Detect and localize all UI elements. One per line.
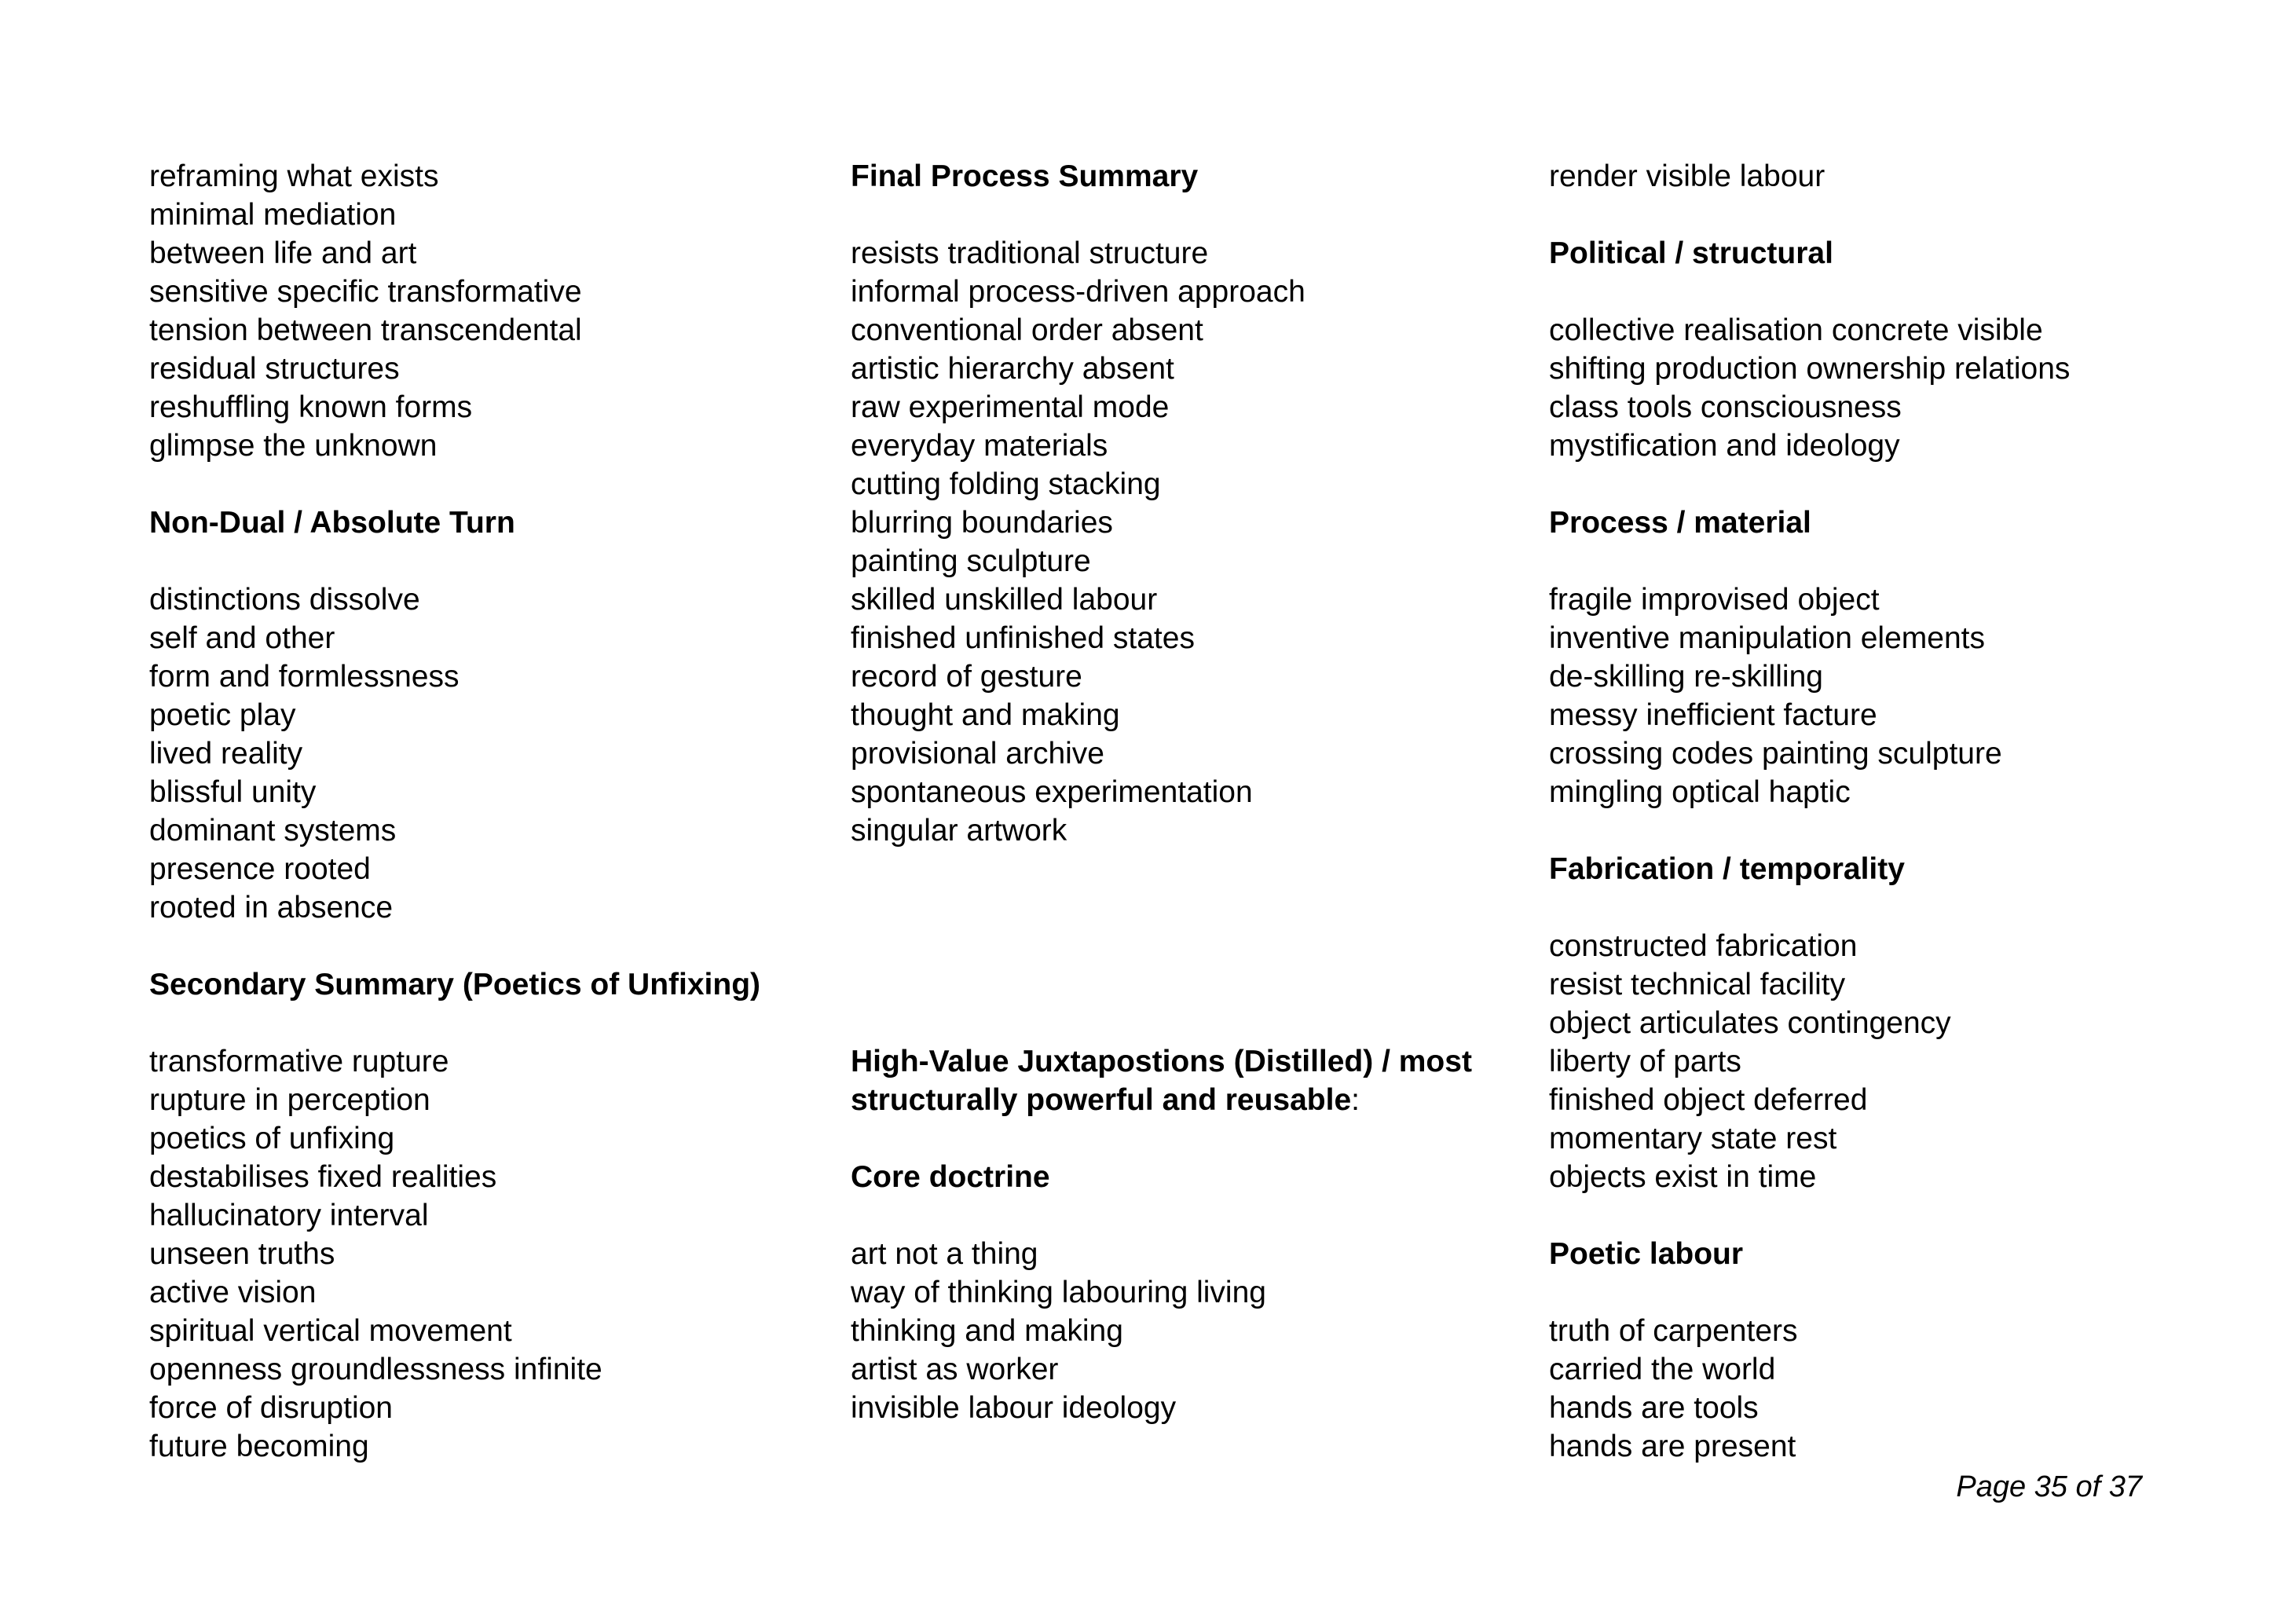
phrase-line: art not a thing: [851, 1237, 1038, 1271]
phrase-line: sensitive specific transformative: [149, 275, 582, 309]
phrase-line: residual structures: [149, 352, 400, 386]
phrase-line: form and formlessness: [149, 660, 460, 694]
phrase-line: shifting production ownership relations: [1549, 352, 2071, 386]
phrase-line: hallucinatory interval: [149, 1199, 429, 1232]
phrase-line: presence rooted: [149, 852, 371, 886]
section-heading: Non-Dual / Absolute Turn: [149, 506, 515, 540]
blank-line-spacer: [1549, 196, 2209, 234]
phrase-line: constructed fabrication: [1549, 929, 1858, 963]
blank-line-spacer: [851, 850, 1511, 1042]
phrase-line: invisible labour ideology: [851, 1391, 1177, 1425]
section-heading: High-Value Juxtapostions (Distilled) / most: [851, 1045, 1472, 1078]
phrase-line: finished object deferred: [1549, 1083, 1868, 1117]
heading-colon: :: [1351, 1083, 1360, 1117]
blank-line-spacer: [1549, 1196, 2209, 1235]
phrase-line: collective realisation concrete visible: [1549, 313, 2043, 347]
section-heading: Poetic labour: [1549, 1237, 1744, 1271]
section-heading: Secondary Summary (Poetics of Unfixing): [149, 968, 761, 1001]
phrase-line: openness groundlessness infinite: [149, 1353, 602, 1386]
phrase-line: truth of carpenters: [1549, 1314, 1798, 1348]
phrase-line: cutting folding stacking: [851, 467, 1161, 501]
blank-line-spacer: [1549, 811, 2209, 850]
phrase-line: informal process-driven approach: [851, 275, 1305, 309]
phrase-line: future becoming: [149, 1430, 369, 1463]
phrase-line: artistic hierarchy absent: [851, 352, 1174, 386]
phrase-line: messy inefficient facture: [1549, 698, 1877, 732]
blank-line-spacer: [1549, 1273, 2209, 1312]
phrase-line: render visible labour: [1549, 159, 1825, 193]
page-number-footer: Page 35 of 37: [1956, 1470, 2142, 1503]
blank-line-spacer: [851, 196, 1511, 234]
phrase-line: reframing what exists: [149, 159, 439, 193]
text-column-right: [1549, 157, 2209, 1466]
blank-line-spacer: [149, 542, 809, 580]
phrase-line: way of thinking labouring living: [851, 1276, 1266, 1309]
phrase-line: spiritual vertical movement: [149, 1314, 512, 1348]
phrase-line: inventive manipulation elements: [1549, 621, 1985, 655]
phrase-line: distinctions dissolve: [149, 583, 420, 617]
phrase-line: fragile improvised object: [1549, 583, 1880, 617]
phrase-line: singular artwork: [851, 814, 1067, 848]
phrase-line: objects exist in time: [1549, 1160, 1817, 1194]
section-heading: Political / structural: [1549, 236, 1833, 270]
phrase-line: resists traditional structure: [851, 236, 1209, 270]
phrase-line: active vision: [149, 1276, 317, 1309]
phrase-line: finished unfinished states: [851, 621, 1195, 655]
phrase-line: mingling optical haptic: [1549, 775, 1851, 809]
phrase-line: record of gesture: [851, 660, 1082, 694]
phrase-line: poetics of unfixing: [149, 1122, 395, 1155]
section-heading: Process / material: [1549, 506, 1811, 540]
section-heading-text: structurally powerful and reusable: [851, 1083, 1352, 1117]
section-heading: [851, 1081, 1511, 1119]
phrase-line: carried the world: [1549, 1353, 1776, 1386]
phrase-line: tension between transcendental: [149, 313, 582, 347]
phrase-line: object articulates contingency: [1549, 1006, 1951, 1040]
phrase-line: destabilises fixed realities: [149, 1160, 497, 1194]
blank-line-spacer: [149, 1004, 809, 1042]
phrase-line: spontaneous experimentation: [851, 775, 1253, 809]
phrase-line: provisional archive: [851, 737, 1104, 771]
section-heading: Fabrication / temporality: [1549, 852, 1905, 886]
phrase-line: raw experimental mode: [851, 390, 1170, 424]
phrase-line: artist as worker: [851, 1353, 1059, 1386]
phrase-line: minimal mediation: [149, 198, 397, 232]
phrase-line: force of disruption: [149, 1391, 394, 1425]
section-heading: Core doctrine: [851, 1160, 1050, 1194]
phrase-line: conventional order absent: [851, 313, 1203, 347]
blank-line-spacer: [851, 1119, 1511, 1158]
phrase-line: thought and making: [851, 698, 1120, 732]
phrase-line: hands are tools: [1549, 1391, 1759, 1425]
phrase-line: dominant systems: [149, 814, 397, 848]
phrase-line: glimpse the unknown: [149, 429, 438, 463]
phrase-line: crossing codes painting sculpture: [1549, 737, 2002, 771]
phrase-line: blurring boundaries: [851, 506, 1113, 540]
phrase-line: unseen truths: [149, 1237, 335, 1271]
blank-line-spacer: [149, 927, 809, 965]
phrase-line: poetic play: [149, 698, 296, 732]
phrase-line: class tools consciousness: [1549, 390, 1902, 424]
blank-line-spacer: [1549, 542, 2209, 580]
phrase-line: transformative rupture: [149, 1045, 449, 1078]
blank-line-spacer: [1549, 273, 2209, 311]
phrase-line: lived reality: [149, 737, 303, 771]
phrase-line: hands are present: [1549, 1430, 1796, 1463]
blank-line-spacer: [149, 465, 809, 503]
blank-line-spacer: [1549, 888, 2209, 927]
phrase-line: everyday materials: [851, 429, 1108, 463]
text-column-left: [149, 157, 809, 1466]
phrase-line: painting sculpture: [851, 544, 1091, 578]
phrase-line: momentary state rest: [1549, 1122, 1837, 1155]
phrase-line: rooted in absence: [149, 891, 394, 925]
phrase-line: reshuffling known forms: [149, 390, 473, 424]
phrase-line: skilled unskilled labour: [851, 583, 1158, 617]
phrase-line: rupture in perception: [149, 1083, 430, 1117]
phrase-line: resist technical facility: [1549, 968, 1846, 1001]
phrase-line: between life and art: [149, 236, 417, 270]
phrase-line: mystification and ideology: [1549, 429, 1900, 463]
phrase-line: self and other: [149, 621, 335, 655]
section-heading: Final Process Summary: [851, 159, 1199, 193]
phrase-line: blissful unity: [149, 775, 317, 809]
phrase-line: liberty of parts: [1549, 1045, 1741, 1078]
blank-line-spacer: [851, 1196, 1511, 1235]
blank-line-spacer: [1549, 465, 2209, 503]
text-column-middle: [851, 157, 1511, 1427]
phrase-line: de-skilling re-skilling: [1549, 660, 1823, 694]
phrase-line: thinking and making: [851, 1314, 1123, 1348]
